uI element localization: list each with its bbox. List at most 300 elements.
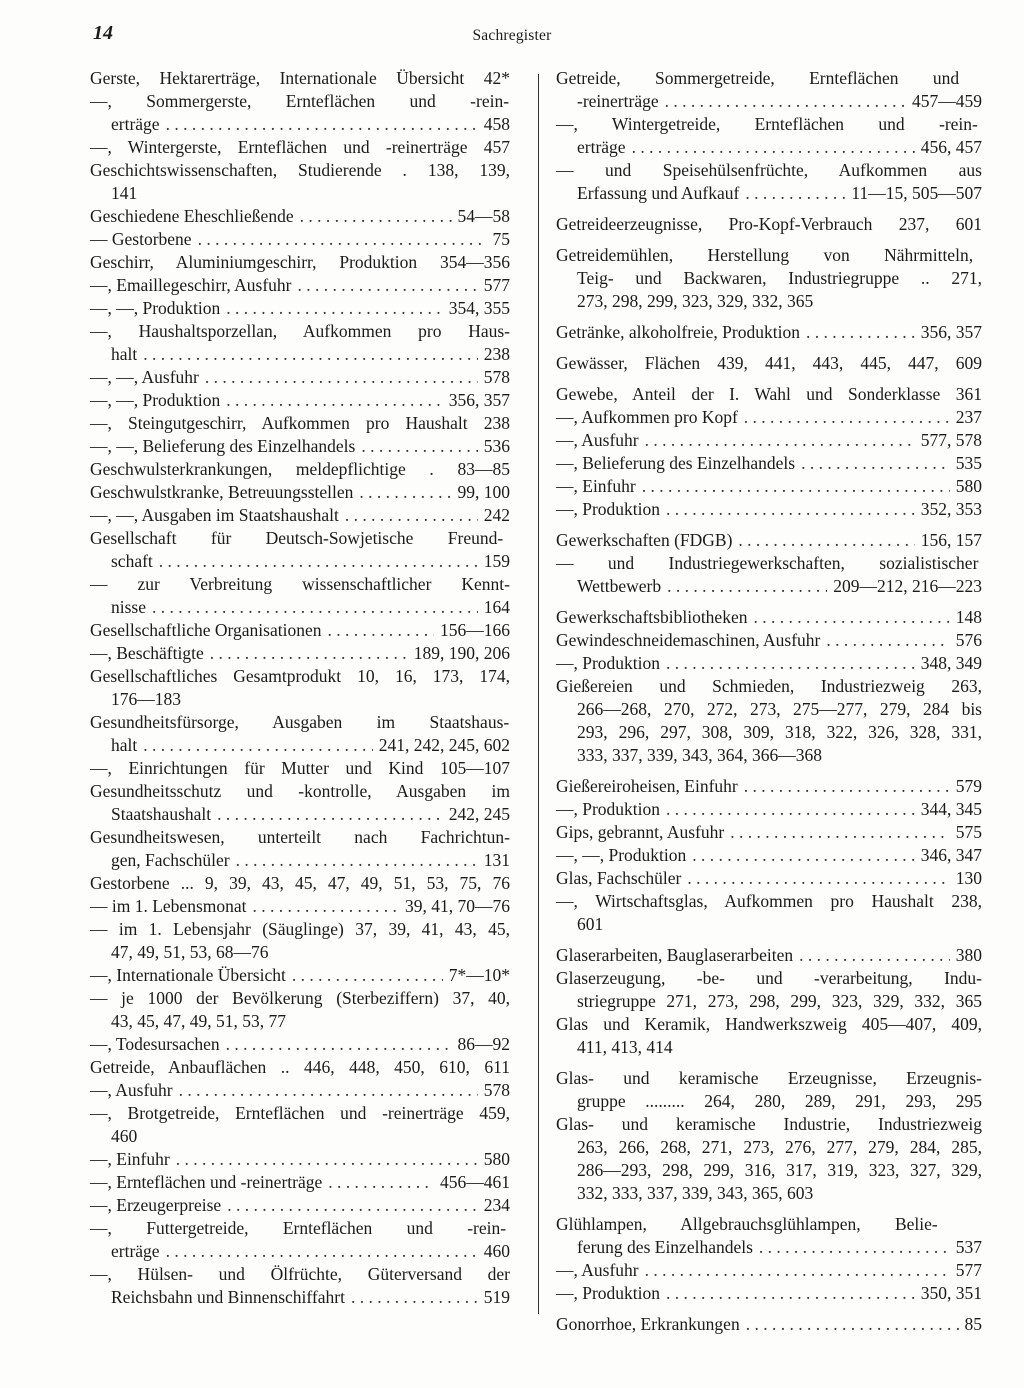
dot-leader [198,228,487,251]
entry-text: Glas und Keramik, Handwerkszweig 405—407, 409, [556,1014,982,1034]
entry-term: —, —, Ausgaben im Staatshaushalt [90,505,339,525]
entry-term: Gonorrhoe, Erkrankungen [556,1314,740,1334]
dot-leader [236,849,478,872]
entry-term: —, Erzeugerpreise [90,1195,222,1215]
index-entry-line [556,844,982,867]
entry-page-refs: 535 [955,453,982,473]
index-entry-line [90,412,510,435]
dot-leader [205,366,478,389]
index-entry-line [90,872,510,895]
entry-text: 333, 337, 339, 343, 364, 366—368 [577,745,822,765]
entry-page-refs: 577 [483,275,510,295]
index-entry-line [556,698,982,721]
entry-term: —, Einfuhr [556,476,636,496]
dot-leader [667,575,827,598]
index-entry-line [90,1125,510,1148]
entry-page-refs: 131 [483,850,510,870]
index-entry-line [90,1286,510,1309]
entry-text: Glas- und keramische Industrie, Industriezweig [556,1114,982,1134]
entry-page-refs: 238 [483,344,510,364]
dot-leader [666,1282,915,1305]
index-entry-line [90,596,510,619]
index-entry-line [556,529,982,552]
entry-text: Geschirr, Aluminiumgeschirr, Produktion 354—356 [90,252,510,272]
entry-text: 176—183 [111,689,181,709]
index-entry-line [90,1263,510,1286]
entry-term: ferung des Einzelhandels [577,1237,753,1257]
entry-term: Geschwulstkranke, Betreuungsstellen [90,482,354,502]
dot-leader [351,1286,478,1309]
entry-text: —, Sommergerste, Ernteflächen und -rein- [90,91,510,111]
entry-page-refs: 348, 349 [920,653,982,673]
dot-leader [297,274,477,297]
entry-term: -reinerträge [577,91,659,111]
entry-term: Reichsbahn und Binnenschiffahrt [111,1287,345,1307]
dot-leader [292,964,443,987]
entry-text: 43, 45, 47, 49, 51, 53, 77 [111,1011,286,1031]
entry-page-refs: 241, 242, 245, 602 [378,735,510,755]
entry-page-refs: 7*—10* [448,965,510,985]
dot-leader [227,1194,478,1217]
index-entry-line [556,944,982,967]
dot-leader [327,619,434,642]
entry-page-refs: 575 [955,822,982,842]
dot-leader [642,475,950,498]
index-entry-line [556,1036,982,1059]
entry-term: —, Ausfuhr [556,1260,639,1280]
index-entry-line [90,1102,510,1125]
index-entry-line [556,136,982,159]
entry-term: —, Todesursachen [90,1034,220,1054]
dot-leader [799,944,950,967]
entry-term: Gewerkschaften (FDGB) [556,530,733,550]
entry-page-refs: 242, 245 [448,804,510,824]
index-entry-line [556,1090,982,1113]
entry-text: — je 1000 der Bevölkerung (Sterbeziffern) 37, 40, [90,988,510,1008]
index-entry-line [90,780,510,803]
entry-term: —, —, Ausfuhr [90,367,199,387]
dot-leader [210,642,408,665]
entry-term: —, Ausfuhr [90,1080,173,1100]
index-entry-line [556,67,982,90]
entry-page-refs: 86—92 [457,1034,510,1054]
entry-term: —, Belieferung des Einzelhandels [556,453,796,473]
entry-page-refs: 352, 353 [920,499,982,519]
page-number: 14 [93,22,113,44]
dot-leader [730,821,950,844]
index-entry-line [90,113,510,136]
dot-leader [666,498,915,521]
index-entry-line [556,1067,982,1090]
entry-text: 286—293, 298, 299, 316, 317, 319, 323, 327, 329, [577,1160,982,1180]
entry-text: 460 [111,1126,138,1146]
index-entry-line [90,159,510,182]
index-entry-line [556,244,982,267]
index-entry-line [556,452,982,475]
entry-page-refs: 156, 157 [920,530,982,550]
index-entry-line [90,527,510,550]
index-entry-line [90,67,510,90]
dot-leader [826,629,949,652]
entry-page-refs: 580 [955,476,982,496]
dot-leader [345,504,478,527]
dot-leader [159,550,478,573]
entry-term: Gewindeschneidemaschinen, Ausfuhr [556,630,821,650]
index-entry-line [90,826,510,849]
entry-term: Getränke, alkoholfreie, Produktion [556,322,800,342]
entry-text: Gestorbene ... 9, 39, 43, 45, 47, 49, 51, 53, 75, 76 [90,873,510,893]
index-entry-line [556,1213,982,1236]
entry-term: Gewerkschaftsbibliotheken [556,607,748,627]
entry-text: 273, 298, 299, 323, 329, 332, 365 [577,291,814,311]
entry-text: —, Haushaltsporzellan, Aufkommen pro Haus- [90,321,510,341]
index-entry-line [556,629,982,652]
entry-text: Getreideerzeugnisse, Pro-Kopf-Verbrauch 237, 601 [556,214,982,234]
entry-term: — im 1. Lebensmonat [90,896,247,916]
index-entry-line [90,573,510,596]
index-entry-line [556,429,982,452]
dot-leader [226,389,442,412]
dot-leader [746,1313,959,1336]
entry-term: —, Aufkommen pro Kopf [556,407,738,427]
index-entry-line [556,1113,982,1136]
entry-text: Gerste, Hektarerträge, Internationale Übersicht 42* [90,68,510,88]
entry-term: gen, Fachschüler [111,850,230,870]
entry-page-refs: 457—459 [912,91,982,111]
entry-text: — und Speisehülsenfrüchte, Aufkommen aus [556,160,982,180]
entry-page-refs: 234 [483,1195,510,1215]
entry-page-refs: 380 [955,945,982,965]
dot-leader [692,844,914,867]
entry-page-refs: 148 [955,607,982,627]
entry-page-refs: 242 [483,505,510,525]
index-entry-line [90,228,510,251]
entry-text: —, Hülsen- und Ölfrüchte, Güterversand der [90,1264,510,1284]
entry-text: Glas- und keramische Erzeugnisse, Erzeugnis- [556,1068,982,1088]
index-entry-line [90,1079,510,1102]
index-entry-line [556,967,982,990]
entry-text: Geschwulsterkrankungen, meldepflichtige . 83—85 [90,459,510,479]
index-entry-line [556,552,982,575]
entry-text: Glaserzeugung, -be- und -verarbeitung, Indu- [556,968,982,988]
entry-text: —, Brotgetreide, Ernteflächen und -reinerträge 459, [90,1103,510,1123]
index-entry-line [90,274,510,297]
entry-text: — zur Verbreitung wissenschaftlicher Kennt- [90,574,510,594]
dot-leader [666,652,915,675]
entry-page-refs: 354, 355 [448,298,510,318]
dot-leader [253,895,399,918]
index-entry-line [90,987,510,1010]
entry-text: 332, 333, 337, 339, 343, 365, 603 [577,1183,814,1203]
index-entry-line [556,775,982,798]
index-entry-line [556,1282,982,1305]
index-entry-line [90,389,510,412]
entry-page-refs: 580 [483,1149,510,1169]
index-entry-line [90,366,510,389]
entry-text: Glühlampen, Allgebrauchsglühlampen, Belie- [556,1214,938,1234]
index-entry-line [556,267,982,290]
entry-term: —, Produktion [556,799,661,819]
index-entry-line [556,321,982,344]
index-column-left [90,67,510,1309]
dot-leader [687,867,949,890]
index-entry-line [556,1236,982,1259]
index-entry-line [90,1217,510,1240]
entry-term: —, —, Belieferung des Einzelhandels [90,436,356,456]
entry-page-refs: 460 [483,1241,510,1261]
index-entry-line [556,90,982,113]
entry-text: Gießereien und Schmieden, Industriezweig 263, [556,676,982,696]
entry-page-refs: 579 [955,776,982,796]
entry-term: —, —, Produktion [90,390,221,410]
index-entry-line [90,1194,510,1217]
index-entry-line [90,849,510,872]
entry-term: Gießereiroheisen, Einfuhr [556,776,738,796]
entry-page-refs: 189, 190, 206 [413,643,510,663]
index-entry-line [90,1240,510,1263]
dot-leader [166,1240,478,1263]
dot-leader [759,1236,950,1259]
index-entry-line [556,798,982,821]
entry-page-refs: 11—15, 505—507 [851,183,982,203]
index-entry-line [90,320,510,343]
entry-page-refs: 39, 41, 70—76 [405,896,510,916]
entry-term: Glaserarbeiten, Bauglaserarbeiten [556,945,794,965]
entry-page-refs: 164 [483,597,510,617]
dot-leader [143,734,373,757]
index-entry-line [90,136,510,159]
entry-text: Gewässer, Flächen 439, 441, 443, 445, 447, 609 [556,353,982,373]
dot-leader [645,1259,950,1282]
entry-term: Staatshaushalt [111,804,212,824]
index-entry-line [556,990,982,1013]
dot-leader [738,529,914,552]
entry-text: 266—268, 270, 272, 273, 275—277, 279, 284 bis [577,699,982,719]
dot-leader [801,452,950,475]
entry-text: striegruppe 271, 273, 298, 299, 323, 329, 332, 365 [577,991,982,1011]
entry-term: Gesellschaftliche Organisationen [90,620,322,640]
running-head: Sachregister [472,27,552,44]
entry-term: —, Produktion [556,1283,661,1303]
index-entry-line [90,642,510,665]
entry-term: —, Internationale Übersicht [90,965,286,985]
entry-page-refs: 209—212, 216—223 [833,576,982,596]
entry-text: —, Wintergerste, Ernteflächen und -reinerträge 457 [90,137,510,157]
index-entry-line [90,734,510,757]
entry-text: —, Steingutgeschirr, Aufkommen pro Haushalt 238 [90,413,510,433]
dot-leader [152,596,478,619]
entry-page-refs: 344, 345 [920,799,982,819]
index-entry-line [90,251,510,274]
dot-leader [745,182,845,205]
entry-page-refs: 537 [955,1237,982,1257]
entry-page-refs: 130 [955,868,982,888]
entry-term: —, Emaillegeschirr, Ausfuhr [90,275,292,295]
entry-text: — im 1. Lebensjahr (Säuglinge) 37, 39, 41, 43, 45, [90,919,510,939]
dot-leader [744,406,950,429]
entry-page-refs: 356, 357 [448,390,510,410]
entry-page-refs: 346, 347 [920,845,982,865]
dot-leader [176,1148,478,1171]
index-entry-line [90,1148,510,1171]
entry-term: erträge [111,114,160,134]
entry-term: Geschiedene Eheschließende [90,206,294,226]
index-entry-line [90,757,510,780]
index-entry-line [556,675,982,698]
index-entry-line [90,504,510,527]
entry-page-refs: 578 [483,1080,510,1100]
dot-leader [632,136,915,159]
index-entry-line [90,1171,510,1194]
entry-text: Geschichtswissenschaften, Studierende . 138, 139, [90,160,510,180]
index-entry-line [556,475,982,498]
index-entry-line [556,290,982,313]
dot-leader [665,90,906,113]
index-column-right [556,67,982,1336]
index-entry-line [556,213,982,236]
dot-leader [328,1171,434,1194]
index-entry-line [90,90,510,113]
entry-text: Gesundheitsfürsorge, Ausgaben im Staatshaus- [90,712,510,732]
index-entry-line [556,913,982,936]
dot-leader [666,798,915,821]
entry-page-refs: 54—58 [457,206,510,226]
entry-text: Gesundheitswesen, unterteilt nach Fachrichtun- [90,827,510,847]
index-entry-line [556,575,982,598]
entry-term: —, Produktion [556,499,661,519]
column-divider [538,74,539,1314]
entry-page-refs: 356, 357 [920,322,982,342]
entry-page-refs: 85 [964,1314,982,1334]
index-entry-line [90,297,510,320]
entry-text: 411, 413, 414 [577,1037,673,1057]
index-entry-line [556,113,982,136]
index-entry-line [90,895,510,918]
index-entry-line [90,1010,510,1033]
index-entry-line [556,406,982,429]
entry-text: 601 [577,914,604,934]
entry-page-refs: 456, 457 [920,137,982,157]
entry-page-refs: 519 [483,1287,510,1307]
entry-term: nisse [111,597,146,617]
index-entry-line [556,1136,982,1159]
dot-leader [806,321,915,344]
index-entry-line [556,1259,982,1282]
index-entry-line [90,665,510,688]
entry-term: Erfassung und Aufkauf [577,183,740,203]
index-entry-line [556,352,982,375]
entry-term: Glas, Fachschüler [556,868,682,888]
dot-leader [217,803,443,826]
index-entry-line [90,918,510,941]
entry-page-refs: 458 [483,114,510,134]
entry-text: Teig- und Backwaren, Industriegruppe .. 271, [577,268,982,288]
index-entry-line [556,606,982,629]
index-entry-line [90,619,510,642]
entry-term: erträge [577,137,626,157]
index-entry-line [556,159,982,182]
entry-text: —, Wintergetreide, Ernteflächen und -rein- [556,114,978,134]
index-entry-line [556,1182,982,1205]
entry-term: halt [111,344,138,364]
index-entry-line [556,498,982,521]
entry-page-refs: 456—461 [440,1172,510,1192]
entry-text: Gewebe, Anteil der I. Wahl und Sonderklasse 361 [556,384,982,404]
entry-page-refs: 99, 100 [457,482,510,502]
entry-term: —, Ernteflächen und -reinerträge [90,1172,323,1192]
entry-page-refs: 350, 351 [920,1283,982,1303]
entry-page-refs: 577 [955,1260,982,1280]
entry-text: Getreide, Sommergetreide, Ernteflächen und [556,68,960,88]
entry-page-refs: 237 [955,407,982,427]
entry-page-refs: 578 [483,367,510,387]
entry-page-refs: 156—166 [440,620,510,640]
dot-leader [226,297,442,320]
entry-page-refs: 576 [955,630,982,650]
entry-text: Getreide, Anbauflächen .. 446, 448, 450, 610, 611 [90,1057,510,1077]
index-entry-line [556,821,982,844]
dot-leader [359,481,451,504]
entry-text: —, Futtergetreide, Ernteflächen und -rein- [90,1218,507,1238]
entry-text: 263, 266, 268, 271, 273, 276, 277, 279, 284, 285, [577,1137,982,1157]
index-entry-line [90,343,510,366]
entry-term: schaft [111,551,153,571]
entry-text: Gesellschaftliches Gesamtprodukt 10, 16, 173, 174, [90,666,510,686]
index-entry-line [90,941,510,964]
index-entry-line [90,711,510,734]
entry-text: 47, 49, 51, 53, 68—76 [111,942,269,962]
index-entry-line [556,1313,982,1336]
index-entry-line [556,721,982,744]
index-entry-line [556,744,982,767]
index-entry-line [90,481,510,504]
index-entry-line [556,652,982,675]
entry-page-refs: 75 [492,229,510,249]
index-entry-line [90,1033,510,1056]
index-entry-line [556,182,982,205]
index-entry-line [90,688,510,711]
entry-term: erträge [111,1241,160,1261]
index-entry-line [556,867,982,890]
dot-leader [226,1033,452,1056]
index-entry-line [556,383,982,406]
entry-text: 293, 296, 297, 308, 309, 318, 322, 326, 328, 331, [577,722,982,742]
index-entry-line [90,182,510,205]
entry-text: —, Wirtschaftsglas, Aufkommen pro Haushalt 238, [556,891,982,911]
dot-leader [179,1079,478,1102]
index-entry-line [556,1159,982,1182]
entry-term: —, Produktion [556,653,661,673]
dot-leader [143,343,478,366]
entry-term: —, Ausfuhr [556,430,639,450]
entry-page-refs: 159 [483,551,510,571]
entry-text: gruppe ......... 264, 280, 289, 291, 293, 295 [577,1091,982,1111]
entry-text: — und Industriegewerkschaften, sozialistischer [556,553,979,573]
entry-page-refs: 536 [483,436,510,456]
index-entry-line [90,205,510,228]
index-entry-line [556,1013,982,1036]
entry-text: Gesellschaft für Deutsch-Sowjetische Freund- [90,528,504,548]
index-entry-line [556,890,982,913]
index-entry-line [90,964,510,987]
index-entry-line [90,803,510,826]
entry-term: —, —, Produktion [90,298,221,318]
entry-page-refs: 577, 578 [920,430,982,450]
entry-term: —, Beschäftigte [90,643,204,663]
dot-leader [361,435,477,458]
entry-term: Wettbewerb [577,576,662,596]
entry-text: 141 [111,183,138,203]
